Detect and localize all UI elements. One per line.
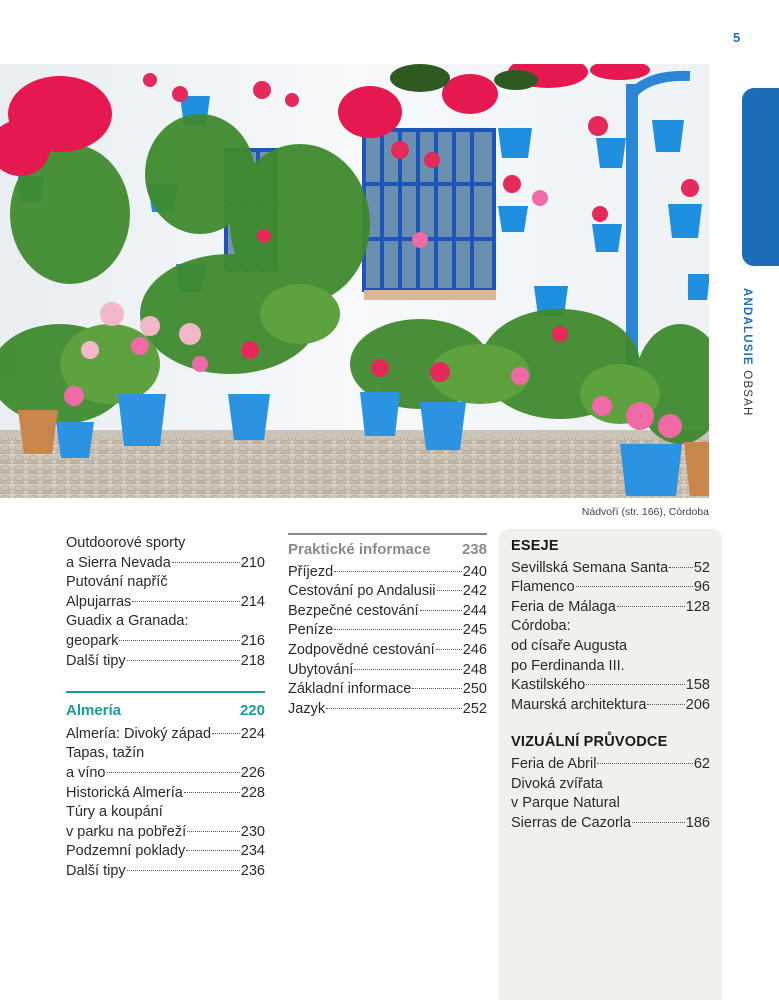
toc-entry-label: Kastilského [511, 677, 586, 694]
toc-entry-label: Podzemní poklady [66, 843, 186, 860]
toc-entry-label: Peníze [288, 622, 334, 639]
toc-entry-page: 242 [462, 583, 487, 600]
toc-entry-page: 250 [462, 681, 487, 698]
toc-entry[interactable] [66, 534, 265, 573]
toc-entry-label: Cestování po Andalusii [288, 583, 436, 600]
toc-entry-line: v Parque Natural [511, 795, 620, 812]
toc-entry-label: Další tipy [66, 652, 126, 669]
toc-entry-label: Almería: Divoký západ [66, 725, 212, 742]
toc-entry[interactable] [288, 582, 487, 602]
toc-entry-row [511, 696, 710, 716]
toc-entry[interactable] [511, 598, 710, 618]
toc-entry[interactable] [66, 842, 265, 862]
toc-entry-line: Outdoorové sporty [66, 535, 186, 551]
dot-leader [576, 586, 693, 587]
toc-entry-row [66, 593, 265, 613]
toc-entry-row [66, 725, 265, 745]
toc-entry-page: 216 [240, 632, 265, 649]
toc-entry[interactable] [66, 573, 265, 612]
toc-entry-page: 248 [462, 661, 487, 678]
side-tab [742, 88, 779, 266]
toc-entry-page: 206 [685, 696, 710, 713]
toc-entry-label: Ubytování [288, 661, 354, 678]
toc-entry-page: 214 [240, 593, 265, 610]
toc-entry[interactable] [288, 563, 487, 583]
toc-entry-row [288, 700, 487, 720]
toc-entry-label: Bezpečné cestování [288, 602, 419, 619]
toc-entry-row [511, 559, 710, 579]
toc-entry-label: Sevillská Semana Santa [511, 559, 669, 576]
toc-entry[interactable] [66, 803, 265, 842]
toc-entry[interactable] [66, 862, 265, 882]
toc-entry-row [288, 621, 487, 641]
toc-entry-row [66, 554, 265, 574]
dot-leader [334, 629, 462, 630]
dot-leader [412, 688, 461, 689]
dot-leader [647, 704, 684, 705]
toc-entry-page: 210 [240, 554, 265, 571]
toc-entry[interactable] [288, 621, 487, 641]
chapter-rule [66, 691, 265, 693]
toc-entry-page: 244 [462, 602, 487, 619]
toc-entry-row [66, 632, 265, 652]
toc-entry-label: a víno [66, 764, 106, 781]
toc-entry-label: Feria de Málaga [511, 598, 616, 615]
toc-entry-row [511, 578, 710, 598]
dot-leader [669, 567, 693, 568]
toc-entry-label: Další tipy [66, 862, 126, 879]
essays-list [511, 559, 710, 716]
toc-entry-page: 245 [462, 622, 487, 639]
dot-leader [184, 792, 240, 793]
toc-column-1 [66, 534, 265, 882]
toc-entry-row [66, 652, 265, 672]
page-number: 5 [733, 30, 741, 45]
toc-column-3 [511, 537, 710, 833]
toc-entry-page: 52 [693, 559, 710, 576]
toc-entry-line: po Ferdinanda III. [511, 657, 625, 674]
dot-leader [586, 684, 685, 685]
toc-entry-label: Základní informace [288, 681, 412, 698]
toc-entry-label: Sierras de Cazorla [511, 814, 632, 831]
toc-entry-page: 158 [685, 677, 710, 694]
essays-heading: ESEJE [511, 538, 559, 554]
dot-leader [334, 571, 462, 572]
toc-entry-line: Putování napříč [66, 574, 168, 591]
toc-entry-page: 226 [240, 764, 265, 781]
toc-entry-line: Córdoba: [511, 618, 571, 635]
toc-entry-line: Guadix a Granada: [66, 613, 189, 630]
toc-entry-row [66, 823, 265, 843]
toc-entry-label: Zodpovědné cestování [288, 641, 435, 658]
toc-entry-row [288, 641, 487, 661]
chapter-title: Almería [66, 702, 122, 720]
dot-leader [119, 640, 239, 641]
toc-entry-row [66, 842, 265, 862]
toc-entry-row [66, 862, 265, 882]
visual-guides-heading: VIZUÁLNÍ PRŮVODCE [511, 734, 668, 751]
toc-entry-page: 230 [240, 823, 265, 840]
toc-entry-page: 218 [240, 652, 265, 669]
toc-entry-line: od císaře Augusta [511, 637, 628, 654]
toc-entry-page: 128 [685, 598, 710, 615]
toc-entry-page: 228 [240, 784, 265, 801]
visual-guides-list [511, 755, 710, 833]
dot-leader [186, 850, 240, 851]
dot-leader [127, 870, 240, 871]
chapter-page: 220 [239, 702, 265, 720]
dot-leader [436, 649, 462, 650]
dot-leader [597, 763, 692, 764]
dot-leader [632, 822, 685, 823]
toc-entry[interactable] [66, 652, 265, 672]
dot-leader [172, 562, 240, 563]
dot-leader [617, 606, 685, 607]
toc-entry-row [66, 764, 265, 784]
toc-entry[interactable] [511, 696, 710, 716]
chapter-heading[interactable] [66, 701, 265, 721]
dot-leader [354, 669, 462, 670]
practical-page: 238 [461, 541, 487, 558]
toc-entry-row [511, 814, 710, 834]
toc-entry-label: a Sierra Nevada [66, 554, 171, 571]
toc-list [66, 534, 265, 671]
toc-entry-row [511, 755, 710, 775]
toc-entry-label: Maurská architektura [511, 696, 647, 713]
toc-entry-page: 224 [240, 725, 265, 742]
toc-entry-label: Flamenco [511, 579, 575, 596]
side-label [739, 288, 753, 417]
dot-leader [326, 708, 462, 709]
toc-entry-line: Divoká zvířata [511, 775, 603, 792]
dot-leader [420, 610, 462, 611]
toc-entry-page: 240 [462, 563, 487, 580]
toc-entry-label: Jazyk [288, 700, 326, 717]
toc-column-2 [288, 533, 487, 719]
toc-entry[interactable] [66, 725, 265, 745]
dot-leader [437, 590, 462, 591]
toc-entry-page: 62 [693, 755, 710, 772]
toc-entry[interactable] [511, 775, 710, 834]
toc-entry[interactable] [66, 744, 265, 783]
toc-entry[interactable] [66, 612, 265, 651]
toc-entry-label: Feria de Abril [511, 755, 597, 772]
toc-entry-label: Historická Almería [66, 784, 183, 801]
dot-leader [187, 831, 240, 832]
courtyard-photo [0, 64, 709, 498]
toc-entry-row [288, 582, 487, 602]
practical-heading[interactable] [288, 540, 487, 560]
toc-entry-row [66, 784, 265, 804]
toc-entry-row [511, 676, 710, 696]
toc-entry-page: 96 [693, 579, 710, 596]
toc-entry[interactable] [288, 641, 487, 661]
toc-entry-page: 252 [462, 700, 487, 717]
toc-entry-label: Alpujarras [66, 593, 132, 610]
dot-leader [107, 772, 240, 773]
practical-list [288, 563, 487, 720]
toc-entry-label: geopark [66, 632, 119, 649]
toc-entry-row [288, 602, 487, 622]
toc-entry[interactable] [511, 755, 710, 775]
photo-caption: Nádvoří (str. 166), Córdoba [581, 506, 709, 518]
toc-entry[interactable] [511, 617, 710, 695]
toc-entry[interactable] [511, 559, 710, 579]
practical-title: Praktické informace [288, 541, 431, 558]
toc-entry[interactable] [511, 578, 710, 598]
chapter-list [66, 725, 265, 882]
toc-entry[interactable] [288, 602, 487, 622]
toc-entry-page: 186 [685, 814, 710, 831]
toc-entry-line: Tapas, tažín [66, 745, 145, 762]
side-region: ANDALUSIE [741, 288, 753, 366]
practical-rule [288, 533, 487, 535]
toc-entry-page: 234 [240, 843, 265, 860]
toc-entry-label: Příjezd [288, 563, 334, 580]
toc-entry[interactable] [288, 661, 487, 681]
toc-entry-page: 246 [462, 641, 487, 658]
toc-entry[interactable] [288, 680, 487, 700]
toc-entry-page: 236 [240, 862, 265, 879]
toc-entry[interactable] [288, 700, 487, 720]
toc-entry-row [288, 661, 487, 681]
side-section: OBSAH [741, 370, 753, 417]
toc-entry-row [511, 598, 710, 618]
toc-entry-row [288, 563, 487, 583]
dot-leader [132, 601, 240, 602]
dot-leader [127, 660, 240, 661]
toc-entry-row [288, 680, 487, 700]
toc-entry-line: Túry a koupání [66, 804, 163, 821]
toc-entry-label: v parku na pobřeží [66, 823, 187, 840]
toc-entry[interactable] [66, 784, 265, 804]
dot-leader [212, 733, 240, 734]
